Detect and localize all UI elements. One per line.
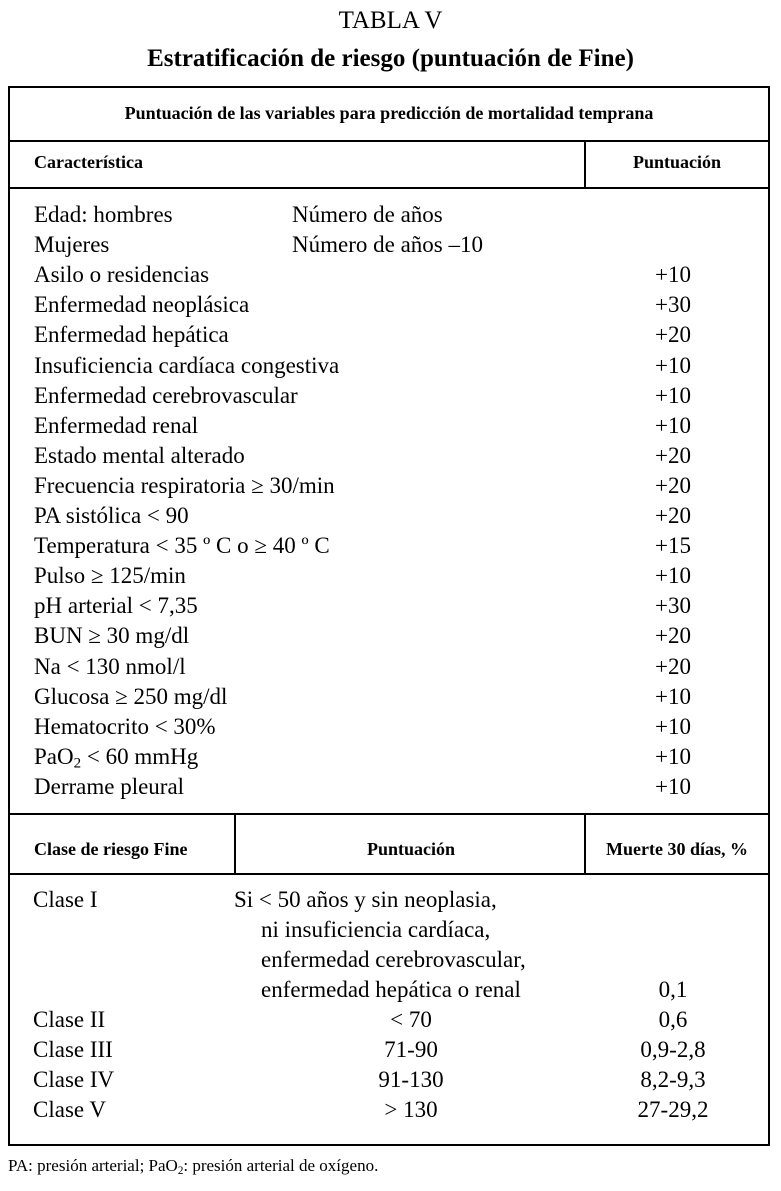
table-row: [10, 320, 768, 350]
table-row: [10, 885, 768, 915]
table-row: [10, 411, 768, 441]
variable-name: [34, 290, 249, 320]
table-row: [10, 1035, 768, 1065]
variable-name: [34, 411, 198, 441]
footnote-part2: : presión arterial de oxígeno.: [183, 1156, 379, 1175]
column-header-score: Puntuación: [632, 152, 722, 172]
variable-name-text: Derrame pleural: [34, 773, 185, 799]
variable-score: +30: [655, 593, 691, 619]
variable-name: [34, 200, 173, 230]
class-score: 71-90: [384, 1037, 438, 1062]
table-row: [10, 772, 768, 802]
variable-score: +10: [655, 713, 691, 739]
class-criteria-line: enfermedad cerebrovascular,: [261, 947, 526, 972]
variable-name-text: PaO: [34, 743, 74, 769]
table-row: [10, 945, 768, 975]
variable-score: +10: [655, 743, 691, 769]
table-row: [10, 652, 768, 682]
variable-name: [34, 351, 339, 381]
table-row: [10, 531, 768, 561]
variable-name-text: Mujeres: [34, 232, 110, 258]
class-name: Clase I: [33, 887, 98, 912]
variable-score: +10: [655, 412, 691, 438]
variable-name-text: Frecuencia respiratoria ≥ 30/min: [34, 472, 335, 498]
divider: [10, 873, 768, 875]
class-death: 8,2-9,3: [640, 1067, 706, 1092]
table-row: [10, 1005, 768, 1035]
column-header-class-score: Puntuación: [366, 839, 456, 859]
variable-name: [34, 591, 198, 621]
class-criteria-line: Si < 50 años y sin neoplasia,: [234, 887, 497, 912]
variable-detail: Número de años –10: [292, 232, 483, 258]
column-divider: [584, 813, 586, 873]
class-death: 0,1: [658, 977, 688, 1002]
variable-score: +20: [655, 322, 691, 348]
variable-score: +10: [655, 563, 691, 589]
variable-name-text: Enfermedad hepática: [34, 322, 229, 348]
class-criteria-line: enfermedad hepática o renal: [261, 977, 521, 1002]
variable-name: [34, 230, 109, 260]
variable-name-subscript: 2: [73, 755, 82, 772]
table-row: [10, 682, 768, 712]
variable-name: [34, 712, 216, 742]
table-row: [10, 501, 768, 531]
divider: [10, 187, 768, 189]
table-label: TABLA V: [338, 7, 443, 34]
variable-name-text: Enfermedad cerebrovascular: [34, 382, 298, 408]
variable-name-text: pH arterial < 7,35: [34, 593, 198, 619]
class-name: Clase IV: [33, 1067, 115, 1092]
variable-score: +10: [655, 683, 691, 709]
variable-score: +10: [655, 262, 691, 288]
variable-name: [34, 682, 227, 712]
variable-name-text: Na < 130 nmol/l: [34, 653, 186, 679]
variable-name-text: Edad: hombres: [34, 202, 173, 227]
column-header-characteristic: Característica: [34, 152, 143, 172]
table-row: [10, 712, 768, 742]
variable-name-text: Estado mental alterado: [34, 442, 245, 468]
variable-detail: Número de años: [292, 202, 443, 227]
class-score: 91-130: [378, 1067, 444, 1092]
divider: [10, 813, 768, 815]
variable-name-text: BUN ≥ 30 mg/dl: [34, 623, 190, 649]
variable-name-text: Glucosa ≥ 250 mg/dl: [34, 683, 228, 709]
variable-name: [34, 621, 189, 651]
footnote: [8, 1155, 378, 1177]
divider: [10, 140, 768, 142]
variable-name: [34, 381, 298, 411]
variable-name-text: Temperatura < 35 º C o ≥ 40 º C: [34, 533, 330, 559]
class-death: 0,9-2,8: [640, 1037, 706, 1062]
section-header: Puntuación de las variables para predicción de mortalidad temprana: [124, 103, 654, 123]
class-score: < 70: [390, 1007, 432, 1032]
footnote-part1: PA: presión arterial; PaO: [8, 1156, 178, 1175]
table-row: [10, 200, 768, 230]
table-row: [10, 290, 768, 320]
variable-name: [34, 501, 189, 531]
variable-name-text: Enfermedad neoplásica: [34, 292, 250, 318]
variable-name: [34, 260, 209, 290]
column-divider: [584, 140, 586, 187]
class-death: 27-29,2: [637, 1097, 709, 1122]
table-row: [10, 915, 768, 945]
variable-name-text: Asilo o residencias: [34, 262, 210, 288]
class-death: 0,6: [658, 1007, 688, 1032]
variable-score: +20: [655, 623, 691, 649]
class-score: > 130: [384, 1097, 438, 1122]
table-row: [10, 1095, 768, 1125]
class-name: Clase V: [33, 1097, 107, 1122]
table-row: [10, 260, 768, 290]
table-row: [10, 561, 768, 591]
variable-score: +10: [655, 773, 691, 799]
class-criteria-line: ni insuficiencia cardíaca,: [261, 917, 491, 942]
variable-name-text: Insuficiencia cardíaca congestiva: [34, 352, 340, 378]
variable-score: +20: [655, 653, 691, 679]
variable-name-text: Hematocrito < 30%: [34, 713, 216, 739]
table-title: Estratificación de riesgo (puntuación de Fine): [147, 45, 634, 72]
variable-name-text: PA sistólica < 90: [34, 503, 189, 528]
variable-name: [34, 471, 335, 501]
table-row: [10, 621, 768, 651]
column-header-risk-class: Clase de riesgo Fine: [34, 839, 188, 859]
variable-name: [34, 531, 330, 561]
class-name: Clase III: [33, 1037, 113, 1062]
variable-score: +20: [655, 503, 691, 528]
footnote-subscript: 2: [177, 1164, 184, 1177]
variable-score: +20: [655, 442, 691, 468]
table-row: [10, 230, 768, 260]
table-row: [10, 441, 768, 471]
table-row: [10, 471, 768, 501]
class-name: Clase II: [33, 1007, 106, 1032]
variable-name: [34, 772, 184, 802]
variable-score: +30: [655, 292, 691, 318]
variable-score: +15: [655, 533, 691, 559]
variable-name-text: Pulso ≥ 125/min: [34, 563, 186, 589]
variable-name: [34, 561, 186, 591]
variable-score: +20: [655, 472, 691, 498]
table-row: [10, 381, 768, 411]
table-row: [10, 975, 768, 1005]
variable-name: [34, 742, 198, 772]
column-header-death: Muerte 30 días, %: [606, 839, 748, 859]
table-row: [10, 1065, 768, 1095]
table-row: [10, 351, 768, 381]
risk-table: [8, 86, 770, 1146]
variable-score: +10: [655, 382, 691, 408]
variable-name-text: Enfermedad renal: [34, 412, 199, 438]
variable-name-rest: < 60 mmHg: [81, 743, 199, 769]
variable-name: [34, 441, 245, 471]
column-divider: [234, 813, 236, 873]
table-row: [10, 742, 768, 772]
variable-name: [34, 652, 186, 682]
variable-name: [34, 320, 229, 350]
table-row: [10, 591, 768, 621]
variable-score: +10: [655, 352, 691, 378]
